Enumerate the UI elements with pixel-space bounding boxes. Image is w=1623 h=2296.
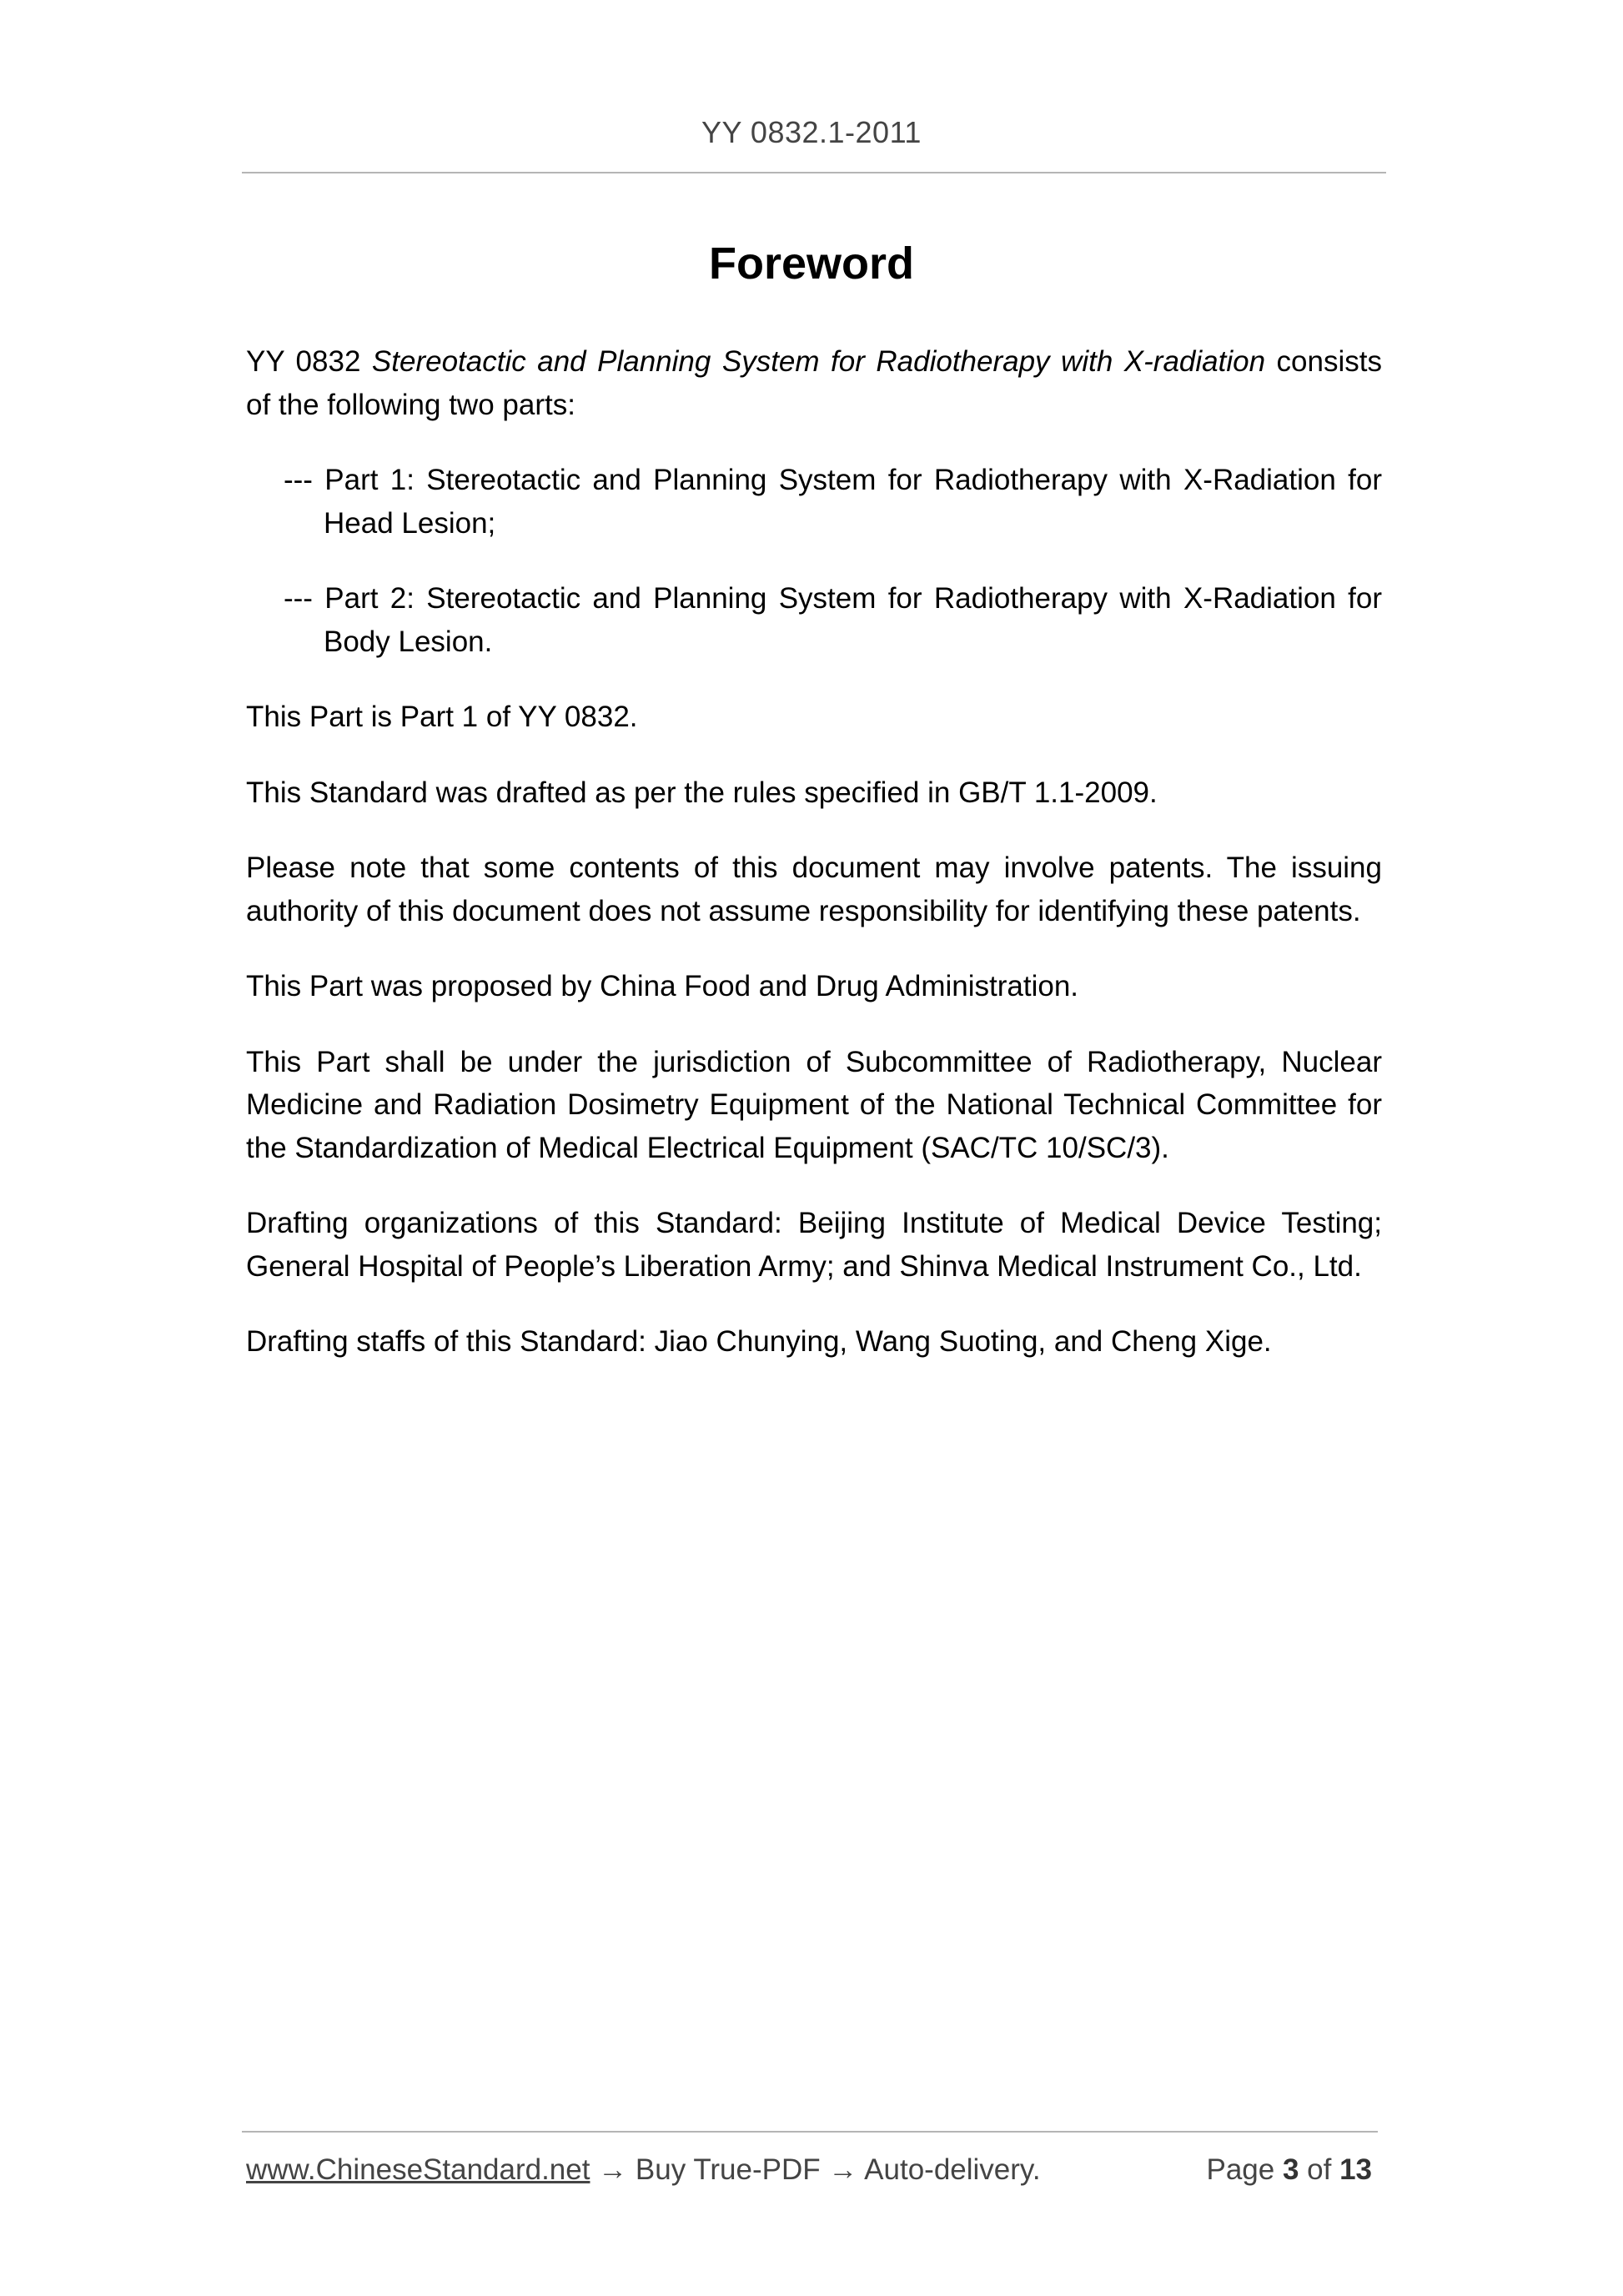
header-divider (242, 172, 1386, 173)
page-indicator (1206, 2153, 1372, 2187)
current-page-number: 3 (1282, 2153, 1299, 2186)
paragraph-part-statement: This Part is Part 1 of YY 0832. (246, 701, 638, 733)
page-label: Page (1206, 2153, 1283, 2186)
paragraph-proposer: This Part was proposed by China Food and Drug Administration. (246, 970, 1079, 1002)
page-of-label: of (1299, 2153, 1340, 2186)
intro-suffix: consists of the following two parts: (246, 345, 1382, 421)
paragraph-drafting-rules: This Standard was drafted as per the rules specified in GB/T 1.1-2009. (246, 776, 1158, 809)
paragraph-jurisdiction: This Part shall be under the jurisdiction of Subcommittee of Radiotherapy, Nuclear Medicine and Radiation Dosimetry Equipment of the National Technical Committee for the Standardization of Medical Electrical Equipment (SAC/TC 10/SC/3). (246, 1045, 1382, 1164)
paragraph-drafting-staff: Drafting staffs of this Standard: Jiao Chunying, Wang Suoting, and Cheng Xige. (246, 1325, 1272, 1358)
intro-prefix: YY 0832 (246, 345, 372, 378)
document-code-header: YY 0832.1-2011 (701, 115, 922, 149)
total-pages-number: 13 (1339, 2153, 1372, 2186)
paragraph-drafting-organizations: Drafting organizations of this Standard: Beijing Institute of Medical Device Testing; General Hospital of People’s Liberation Army; and Shinva Medical Instrument Co., Ltd. (246, 1207, 1382, 1283)
website-link[interactable]: www.ChineseStandard.net (246, 2153, 590, 2186)
part-list-item-2: --- Part 2: Stereotactic and Planning System for Radiotherapy with X-Radiation for Body Lesion. (284, 582, 1382, 658)
paragraph-patent-notice: Please note that some contents of this document may involve patents. The issuing authority of this document does not assume responsibility for identifying these patents. (246, 852, 1382, 927)
footer-promo (246, 2153, 1041, 2187)
page-title: Foreword (708, 239, 914, 289)
footer-promo-text: → Buy True-PDF → Auto-delivery. (590, 2153, 1041, 2186)
footer-divider (242, 2131, 1378, 2133)
standard-title-italic: Stereotactic and Planning System for Radiotherapy with X-radiation (371, 345, 1266, 378)
document-body (246, 340, 1382, 1396)
part-list-item-1: --- Part 1: Stereotactic and Planning System for Radiotherapy with X-Radiation for Head Lesion; (284, 464, 1382, 540)
intro-paragraph (246, 340, 1382, 426)
